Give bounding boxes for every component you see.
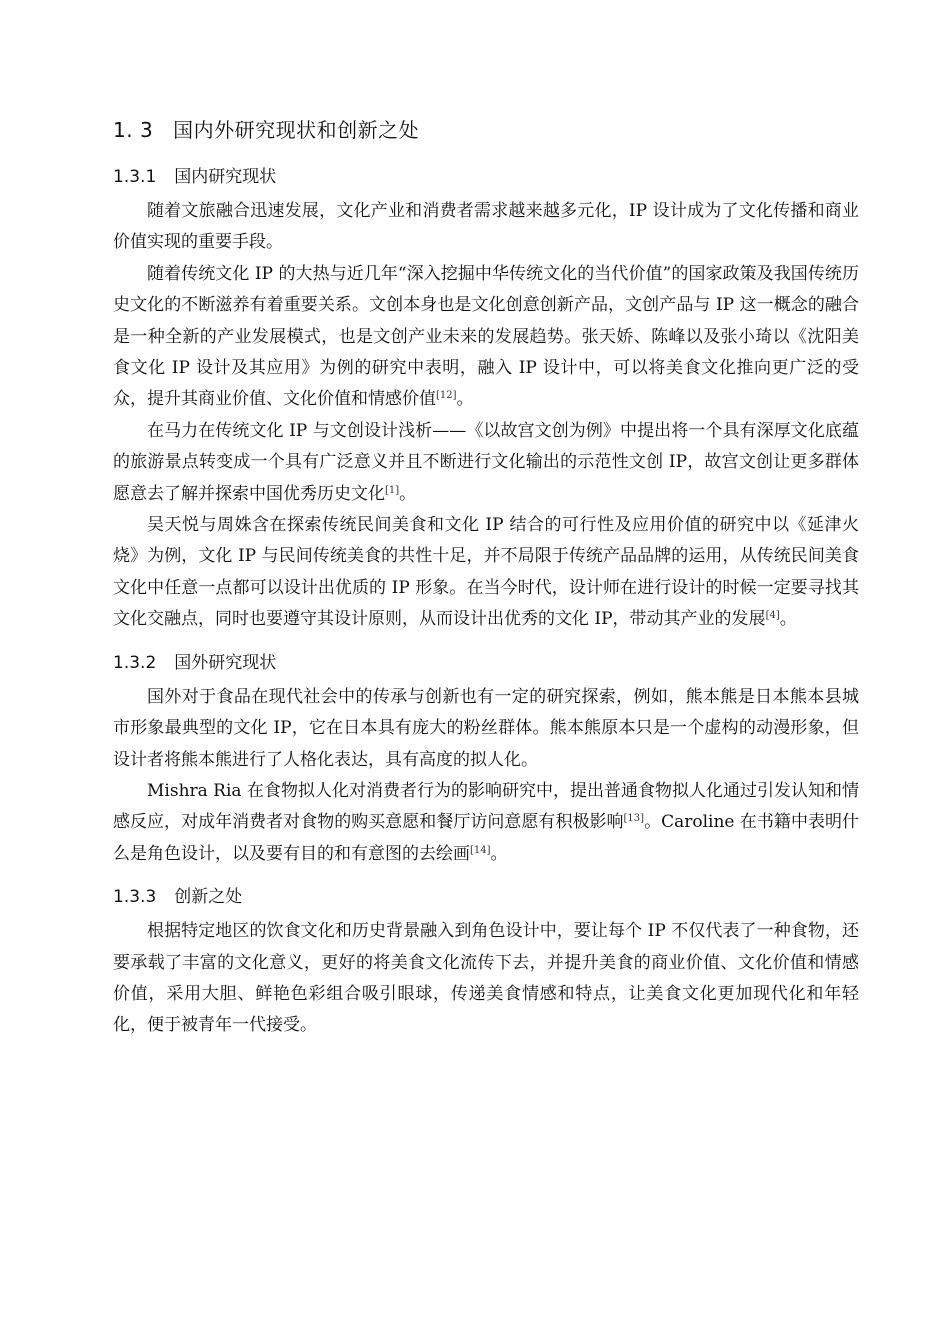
subsection-heading-domestic bbox=[113, 164, 859, 190]
paragraph-text: 随着传统文化 IP 的大热与近几年“深入挖掘中华传统文化的当代价值”的国家政策及我国传统历史文化的不断滋养有着重要关系。文创本身也是文化创意创新产品，文创产品与 IP 这一概念的融合是一种全新的产业发展模式，也是文创产业未来的发展趋势。张天娇、陈峰以及张小琦以《沈阳美食文化 IP 设计及其应用》为例的研究中表明，融入 IP 设计中，可以将美食文化推向更广泛的受众，提升其商业价值、文化价值和情感价值 bbox=[113, 263, 859, 410]
paragraph-text: 在马力在传统文化 IP 与文创设计浅析——《以故宫文创为例》中提出将一个具有深厚文化底蕴的旅游景点转变成一个具有广泛意义并且不断进行文化输出的示范性文创 IP，故宫文创让更多群体愿意去了解并探索中国优秀历史文化 bbox=[113, 420, 859, 504]
paragraph-text: 。Caroline 在书籍中表明什么是角色设计，以及要有目的和有意图的去绘画 bbox=[113, 812, 859, 864]
paragraph bbox=[113, 416, 859, 510]
paragraph: 根据特定地区的饮食文化和历史背景融入到角色设计中，要让每个 IP 不仅代表了一种食物，还要承载了丰富的文化意义，更好的将美食文化流传下去，并提升美食的商业价值、文化价值和情感价值，采用大胆、鲜艳色彩组合吸引眼球，传递美食情感和特点，让美食文化更加现代化和年轻化，便于被青年一代接受。 bbox=[113, 921, 859, 1036]
subsection-title: 国外研究现状 bbox=[174, 652, 277, 673]
citation: [12] bbox=[436, 390, 457, 402]
subsection-heading-innovation bbox=[113, 884, 859, 910]
subsection-title: 国内研究现状 bbox=[174, 167, 277, 187]
paragraph-end: 。 bbox=[399, 483, 417, 504]
subsection-number: 1.3.1 bbox=[113, 167, 157, 187]
paragraph-end: 。 bbox=[779, 609, 797, 630]
paragraph-end: 。 bbox=[490, 843, 508, 864]
subsection-number: 1.3.2 bbox=[113, 652, 157, 673]
paragraph bbox=[113, 510, 859, 636]
document-page bbox=[113, 112, 859, 1042]
subsection-number: 1.3.3 bbox=[113, 887, 157, 908]
citation: [4] bbox=[765, 610, 780, 622]
citation: [14] bbox=[470, 844, 491, 856]
paragraph-text: Mishra Ria 在食物拟人化对消费者行为的影响研究中，提出普通食物拟人化通过引发认知和情感反应，对成年消费者对食物的购买意愿和餐厅访问意愿有积极影响 bbox=[113, 780, 859, 833]
paragraph-end: 。 bbox=[456, 389, 474, 410]
section-number: 1. 3 bbox=[113, 118, 154, 142]
paragraph-text: 吴天悦与周姝含在探索传统民间美食和文化 IP 结合的可行性及应用价值的研究中以《延津火烧》为例，文化 IP 与民间传统美食的共性十足，并不局限于传统产品品牌的运用，从传统民间美食文化中任意一点都可以设计出优质的 IP 形象。在当今时代，设计师在进行设计的时候一定要寻找其文化交融点，同时也要遵守其设计原则，从而设计出优秀的文化 IP，带动其产业的发展 bbox=[113, 515, 859, 630]
subsection-heading-foreign bbox=[113, 650, 859, 676]
section-heading bbox=[113, 116, 859, 144]
paragraph: 随着文旅融合迅速发展，文化产业和消费者需求越来越多元化，IP 设计成为了文化传播和商业价值实现的重要手段。 bbox=[113, 201, 859, 253]
paragraph bbox=[113, 776, 859, 870]
section-title: 国内外研究现状和创新之处 bbox=[173, 118, 420, 142]
paragraph: 国外对于食品在现代社会中的传承与创新也有一定的研究探索，例如，熊本熊是日本熊本县城市形象最典型的文化 IP，它在日本具有庞大的粉丝群体。熊本熊原本只是一个虚构的动漫形象，但设计者将熊本熊进行了人格化表达，具有高度的拟人化。 bbox=[113, 686, 859, 770]
subsection-title: 创新之处 bbox=[174, 887, 243, 908]
paragraph bbox=[113, 259, 859, 416]
citation: [13] bbox=[623, 813, 645, 825]
citation: [1] bbox=[385, 484, 400, 496]
